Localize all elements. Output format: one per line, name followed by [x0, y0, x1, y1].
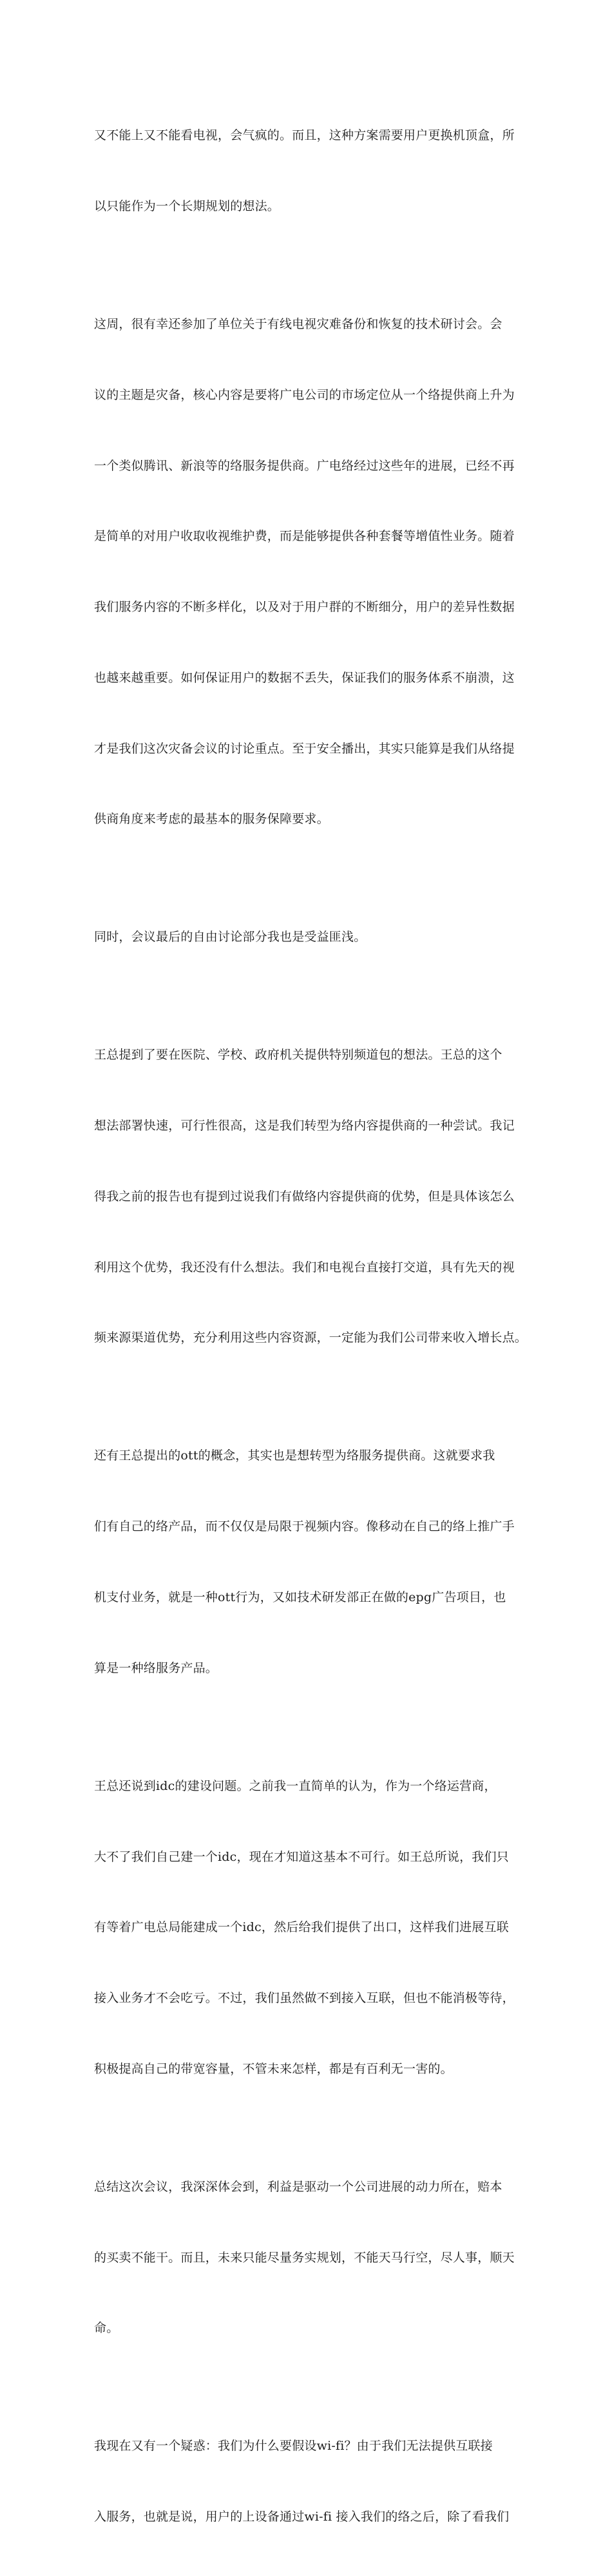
text-line: 又不能上又不能看电视，会气疯的。而且，这种方案需要用户更换机顶盒，所	[94, 128, 515, 143]
text-line: 积极提高自己的带宽容量，不管未来怎样，都是有百利无一害的。	[94, 2061, 453, 2076]
text-line: 是简单的对用户收取收视维护费，而是能够提供各种套餐等增值性业务。随着	[94, 529, 515, 544]
text-line: 算是一种络服务产品。	[94, 1660, 218, 1675]
text-line: 们有自己的络产品，而不仅仅是局限于视频内容。像移动在自己的络上推广手	[94, 1519, 515, 1534]
text-line: 利用这个优势，我还没有什么想法。我们和电视台直接打交道，具有先天的视	[94, 1260, 515, 1274]
paragraph-3	[94, 878, 519, 996]
paragraph-6	[94, 1727, 519, 2128]
text-line: 同时，会议最后的自由讨论部分我也是受益匪浅。	[94, 930, 367, 945]
paragraph-4	[94, 996, 528, 1397]
paragraph-1	[94, 77, 519, 265]
text-line: 一个类似腾讯、新浪等的络服务提供商。广电络经过这些年的进展，已经不再	[94, 458, 515, 473]
text-line: 王总还说到idc的建设问题。之前我一直简单的认为，作为一个络运营商，	[94, 1778, 497, 1793]
text-line: 我们服务内容的不断多样化，以及对于用户群的不断细分，用户的差异性数据	[94, 600, 515, 615]
text-line: 总结这次会议，我深深体会到，利益是驱动一个公司进展的动力所在，赔本	[94, 2179, 502, 2194]
text-line: 我现在又有一个疑惑：我们为什么要假设wi-fi？由于我们无法提供互联接	[94, 2439, 493, 2454]
text-line: 还有王总提出的ott的概念，其实也是想转型为络服务提供商。这就要求我	[94, 1448, 495, 1463]
text-line: 频来源渠道优势，充分利用这些内容资源，一定能为我们公司带来收入增长点。	[94, 1331, 528, 1345]
text-line: 得我之前的报告也有提到过说我们有做络内容提供商的优势，但是具体该怎么	[94, 1189, 515, 1204]
text-line: 命。	[94, 2321, 119, 2336]
text-line: 的买卖不能干。而且，未来只能尽量务实规划，不能天马行空，尽人事，顺天	[94, 2250, 515, 2265]
text-line: 王总提到了要在医院、学校、政府机关提供特别频道包的想法。王总的这个	[94, 1048, 502, 1062]
text-line: 议的主题是灾备，核心内容是要将广电公司的市场定位从一个络提供商上升为	[94, 387, 515, 402]
paragraph-7	[94, 2128, 519, 2388]
text-line: 这周，很有幸还参加了单位关于有线电视灾难备份和恢复的技术研讨会。会	[94, 316, 502, 331]
text-line: 以只能作为一个长期规划的想法。	[94, 198, 280, 213]
text-line: 接入业务才不会吃亏。不过，我们虽然做不到接入互联，但也不能消极等待，	[94, 1991, 515, 2006]
paragraph-5	[94, 1397, 519, 1727]
paragraph-2	[94, 265, 519, 878]
text-line: 有等着广电总局能建成一个idc，然后给我们提供了出口，这样我们进展互联	[94, 1920, 509, 1935]
document-body	[94, 77, 528, 2576]
text-line: 想法部署快速，可行性很高，这是我们转型为络内容提供商的一种尝试。我记	[94, 1119, 515, 1133]
text-line: 也越来越重要。如何保证用户的数据不丢失，保证我们的服务体系不崩溃，这	[94, 670, 515, 685]
text-line: 入服务，也就是说，用户的上设备通过wi-fi 接入我们的络之后，除了看我们	[94, 2510, 510, 2524]
text-line: 供商角度来考虑的最基本的服务保障要求。	[94, 812, 329, 827]
paragraph-8	[94, 2387, 519, 2576]
text-line: 大不了我们自己建一个idc，现在才知道这基本不可行。如王总所说，我们只	[94, 1849, 509, 1864]
text-line: 才是我们这次灾备会议的讨论重点。至于安全播出，其实只能算是我们从络提	[94, 741, 515, 756]
text-line: 机支付业务，就是一种ott行为，又如技术研发部正在做的epg广告项目，也	[94, 1590, 506, 1604]
